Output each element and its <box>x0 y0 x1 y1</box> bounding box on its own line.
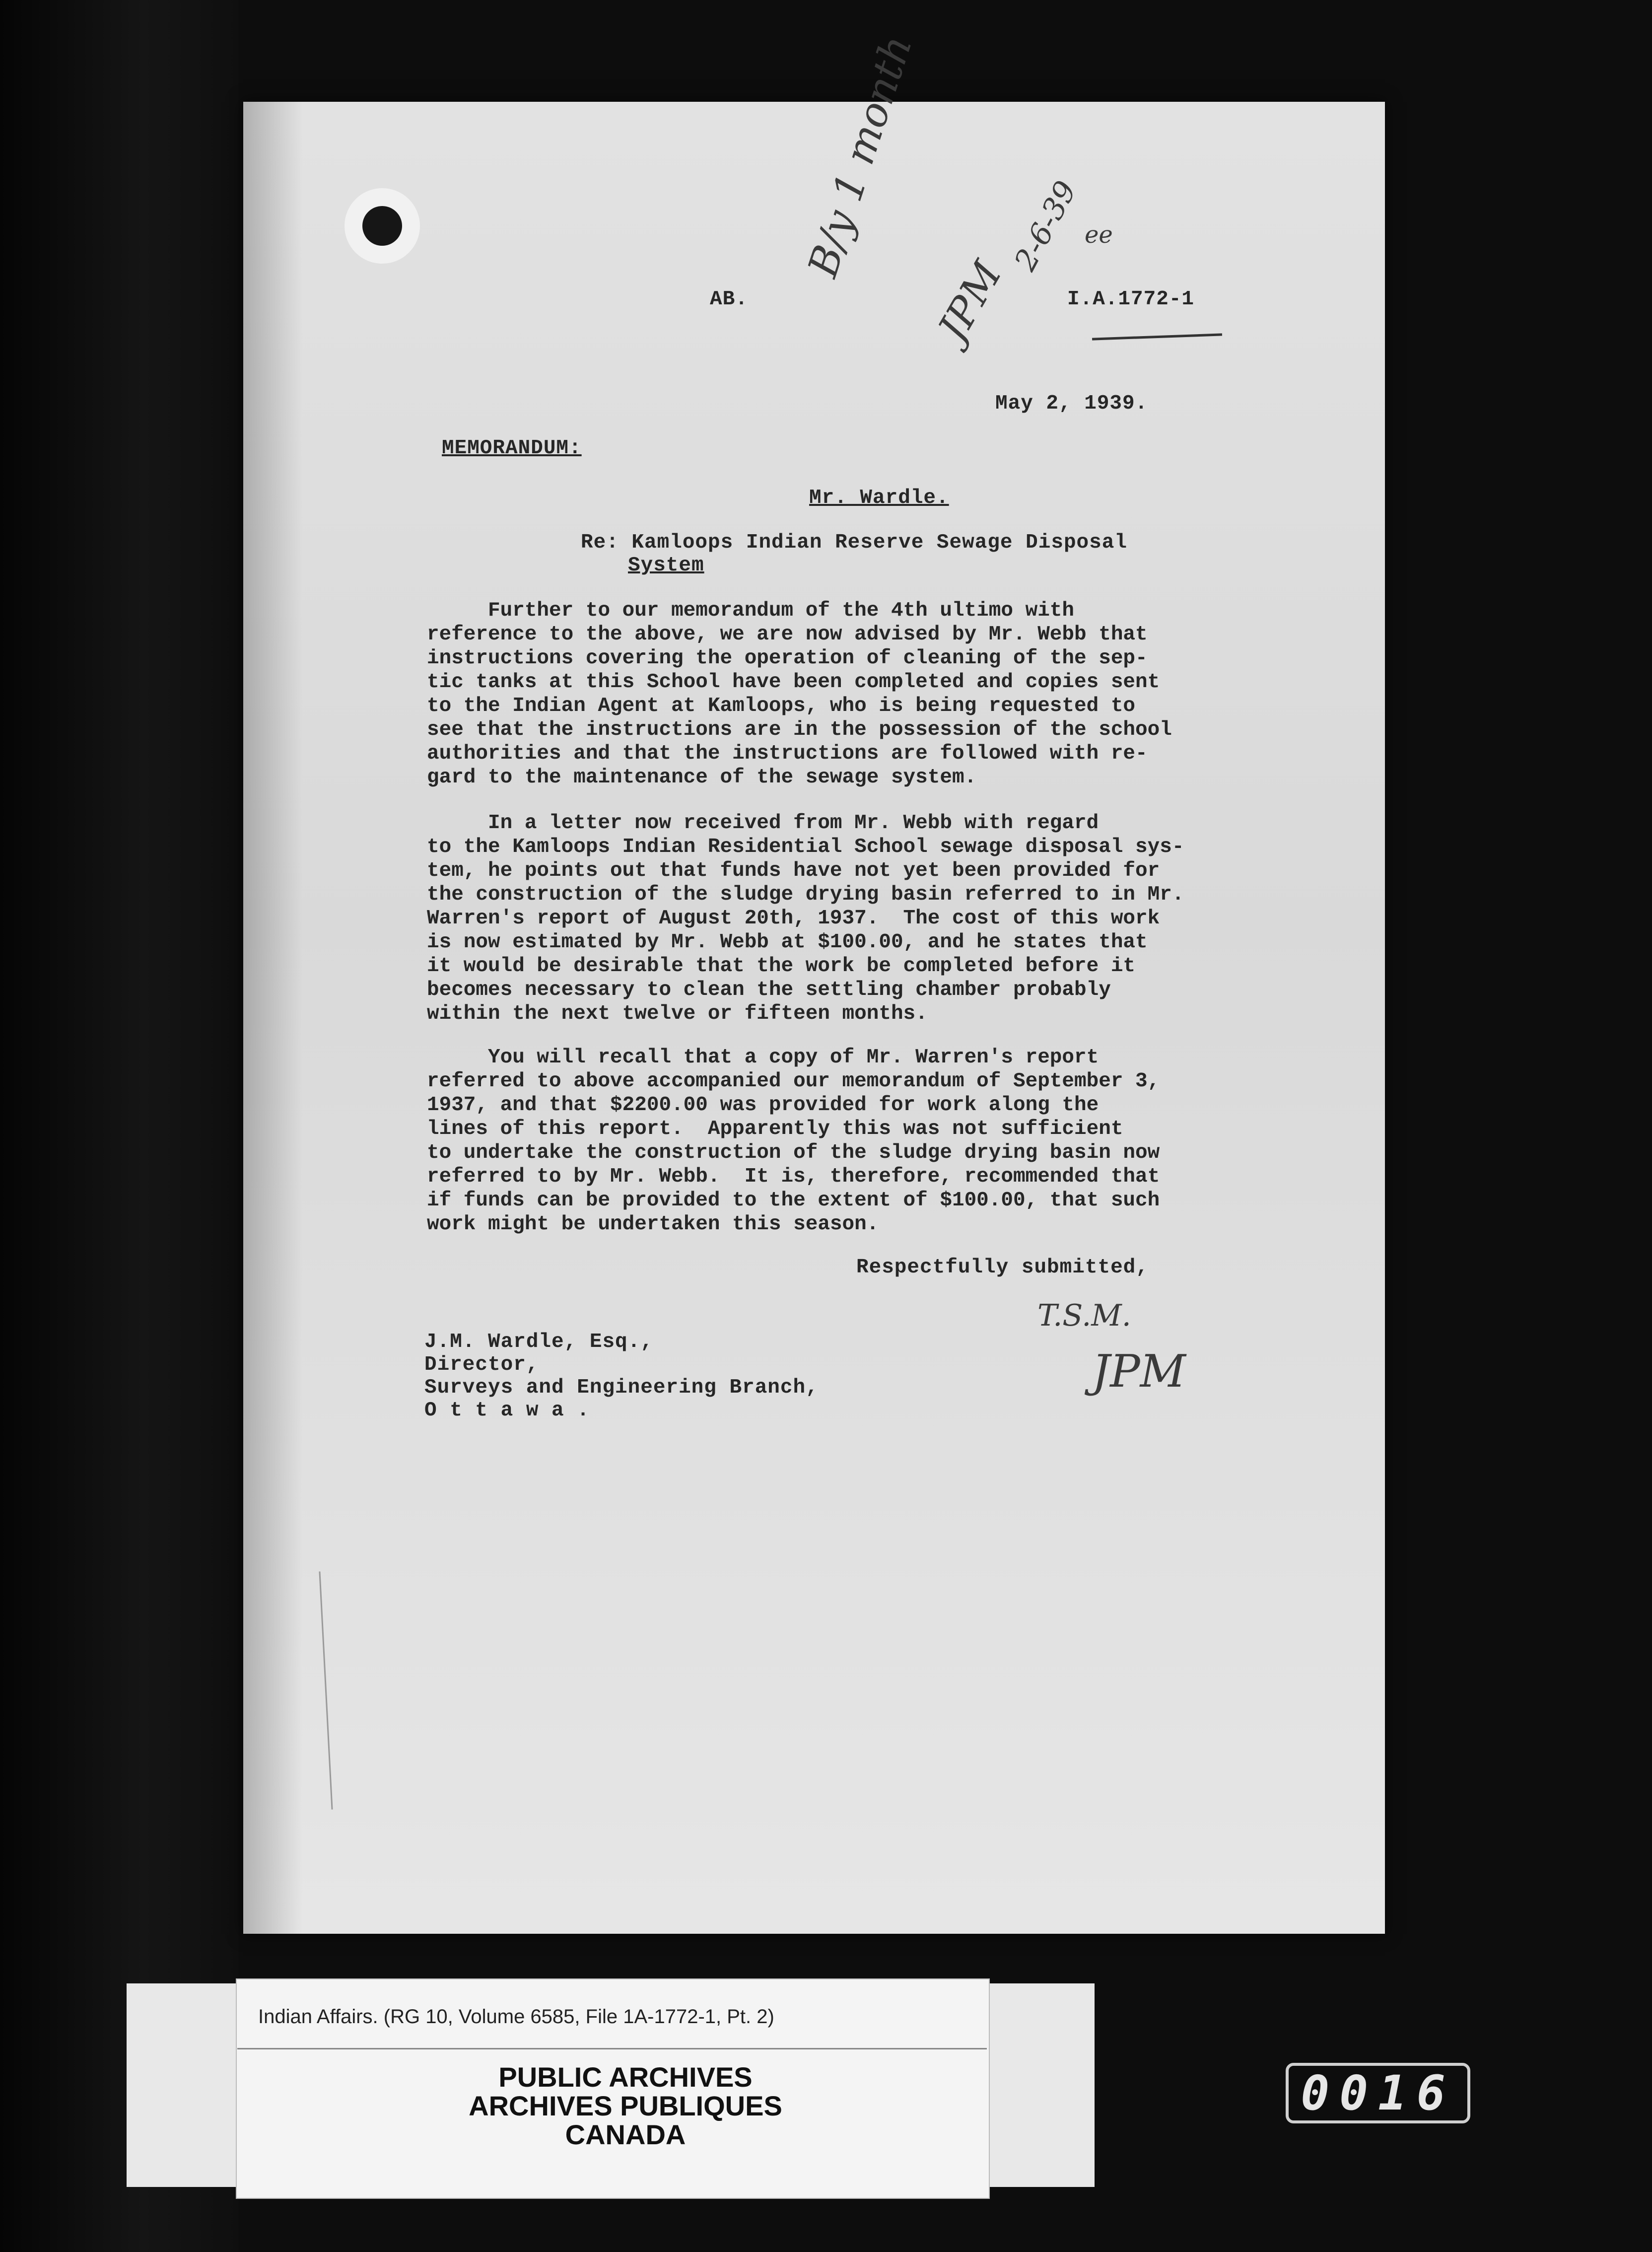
subject-line-2: System <box>628 554 704 577</box>
recipient-line: O t t a w a . <box>424 1399 590 1422</box>
closing-line: Respectfully submitted, <box>856 1256 1149 1279</box>
frame-number: 0016 <box>1286 2063 1470 2123</box>
paragraph-3-line: referred to by Mr. Webb. It is, therefore, recommended that <box>427 1165 1160 1188</box>
paragraph-2-line: tem, he points out that funds have not yet been provided for <box>427 859 1160 882</box>
archives-line-2: ARCHIVES PUBLIQUES <box>469 2090 782 2121</box>
page-shadow <box>243 102 303 1934</box>
paragraph-2-line: becomes necessary to clean the settling chamber probably <box>427 979 1111 1001</box>
paragraph-2-line: within the next twelve or fifteen months. <box>427 1002 928 1025</box>
subject-line-1: Re: Kamloops Indian Reserve Sewage Disposal <box>581 531 1127 554</box>
paragraph-3-line: lines of this report. Apparently this was not sufficient <box>427 1118 1123 1140</box>
archives-line-1: PUBLIC ARCHIVES <box>498 2061 753 2093</box>
paragraph-3-line: 1937, and that $2200.00 was provided for work along the <box>427 1094 1099 1117</box>
paragraph-1-line: tic tanks at this School have been completed and copies sent <box>427 671 1160 694</box>
memo-date: May 2, 1939. <box>995 392 1148 415</box>
paragraph-1-line: instructions covering the operation of cleaning of the sep- <box>427 647 1148 670</box>
paragraph-3-line: You will recall that a copy of Mr. Warren's report <box>427 1046 1099 1069</box>
handwritten-bring-up-note: B/y 1 month <box>799 30 922 283</box>
memo-heading: MEMORANDUM: <box>442 437 582 460</box>
handwritten-initial-mark: JPM <box>929 253 1011 349</box>
paragraph-1-line: see that the instructions are in the possession of the school <box>427 718 1172 741</box>
handwritten-signoff-mark: JPM <box>1092 1345 1186 1398</box>
paragraph-2-line: In a letter now received from Mr. Webb with regard <box>427 812 1099 835</box>
archive-reference: Indian Affairs. (RG 10, Volume 6585, File 1A-1772-1, Pt. 2) <box>258 2006 774 2028</box>
film-border <box>0 0 238 2252</box>
archives-line-3: CANADA <box>565 2119 686 2150</box>
paragraph-1-line: reference to the above, we are now advised by Mr. Webb that <box>427 623 1148 646</box>
paragraph-2-line: the construction of the sludge drying basin referred to in Mr. <box>427 883 1184 906</box>
handwritten-date-initial: ee <box>1085 221 1113 249</box>
recipient-line: Surveys and Engineering Branch, <box>424 1376 819 1399</box>
paragraph-3-line: referred to above accompanied our memorandum of September 3, <box>427 1070 1160 1093</box>
punch-hole <box>362 206 402 246</box>
handwritten-signoff-initials: T.S.M. <box>1037 1298 1131 1333</box>
paragraph-2-line: Warren's report of August 20th, 1937. The cost of this work <box>427 907 1160 930</box>
file-reference: I.A.1772-1 <box>1067 288 1195 311</box>
paragraph-1-line: to the Indian Agent at Kamloops, who is being requested to <box>427 695 1136 717</box>
recipient-line: Director, <box>424 1353 539 1376</box>
recipient-line: J.M. Wardle, Esq., <box>424 1331 653 1353</box>
handwritten-date-note: 2-6-39 <box>1008 175 1084 277</box>
paragraph-3-line: to undertake the construction of the sludge drying basin now <box>427 1141 1160 1164</box>
memo-addressee: Mr. Wardle. <box>809 487 949 509</box>
label-divider <box>237 2048 987 2049</box>
typist-initials: AB. <box>710 288 748 311</box>
paragraph-3-line: work might be undertaken this season. <box>427 1213 879 1236</box>
paragraph-1-line: gard to the maintenance of the sewage system. <box>427 766 977 789</box>
paragraph-2-line: it would be desirable that the work be completed before it <box>427 955 1136 978</box>
paragraph-3-line: if funds can be provided to the extent of $100.00, that such <box>427 1189 1160 1212</box>
paragraph-2-line: to the Kamloops Indian Residential School sewage disposal sys- <box>427 836 1184 858</box>
paragraph-1-line: Further to our memorandum of the 4th ultimo with <box>427 599 1075 622</box>
paragraph-2-line: is now estimated by Mr. Webb at $100.00, and he states that <box>427 931 1148 954</box>
paragraph-1-line: authorities and that the instructions are followed with re- <box>427 742 1148 765</box>
